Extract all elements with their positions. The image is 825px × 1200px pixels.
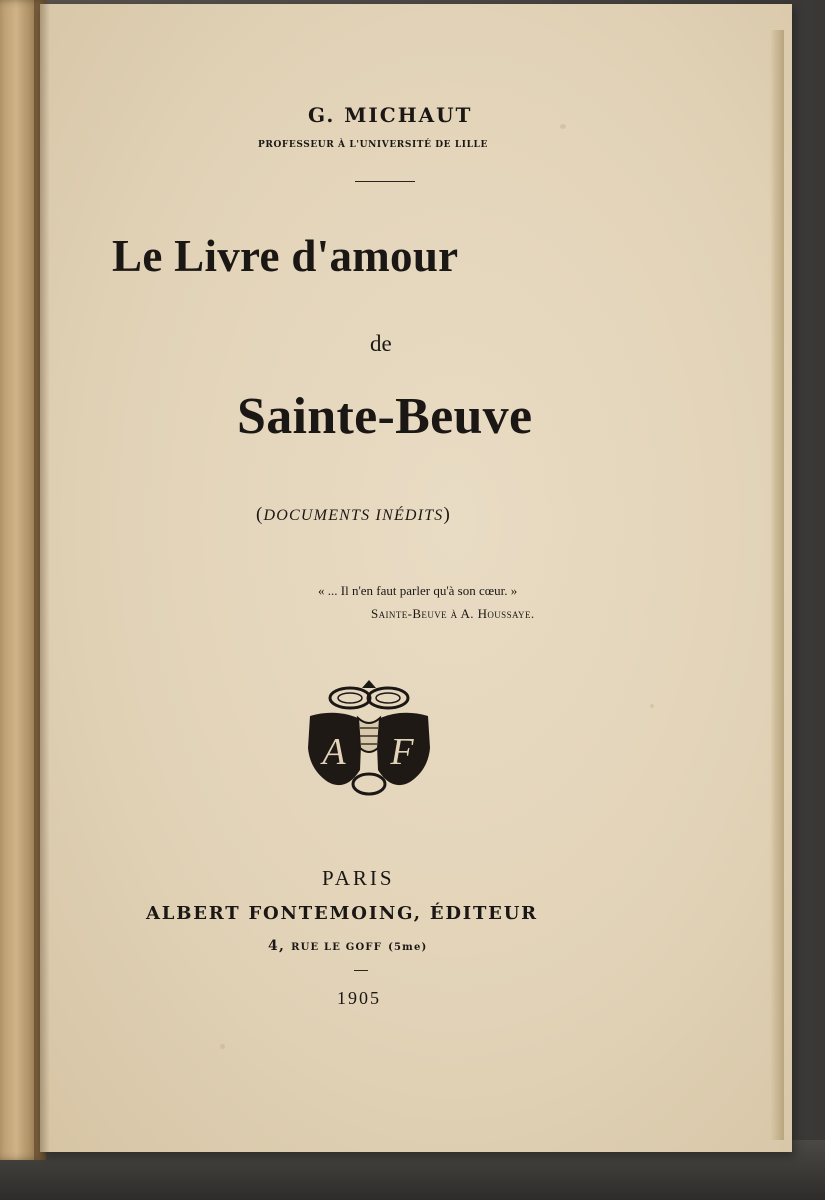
divider-rule-small xyxy=(354,970,368,971)
book-title-de: de xyxy=(370,331,392,356)
publisher-device-icon xyxy=(300,678,438,806)
epigraph-source: Sainte-Beuve à A. Houssaye. xyxy=(371,606,535,621)
book-title-line2: Sainte-Beuve xyxy=(237,388,533,445)
title-page xyxy=(40,4,792,1152)
gutter-shadow xyxy=(34,0,50,1160)
publisher-address: 4, RUE LE GOFF (5me) xyxy=(268,938,428,954)
book-subtitle: (DOCUMENTS INÉDITS) xyxy=(256,504,452,525)
emblem-letter-a: A xyxy=(322,731,346,773)
emblem-letter-f: F xyxy=(390,731,414,773)
divider-rule xyxy=(355,181,415,182)
author-name: G. MICHAUT xyxy=(308,103,473,127)
publisher-name: ALBERT FONTEMOING, ÉDITEUR xyxy=(146,903,538,924)
book-title-line1: Le Livre d'amour xyxy=(112,231,459,281)
epigraph-quote: « ... Il n'en faut parler qu'à son cœur. » xyxy=(318,583,518,598)
page-edges xyxy=(770,30,784,1140)
publication-year: 1905 xyxy=(337,988,381,1008)
author-affiliation: PROFESSEUR À L'UNIVERSITÉ DE LILLE xyxy=(258,140,488,150)
publication-city: PARIS xyxy=(322,866,395,890)
